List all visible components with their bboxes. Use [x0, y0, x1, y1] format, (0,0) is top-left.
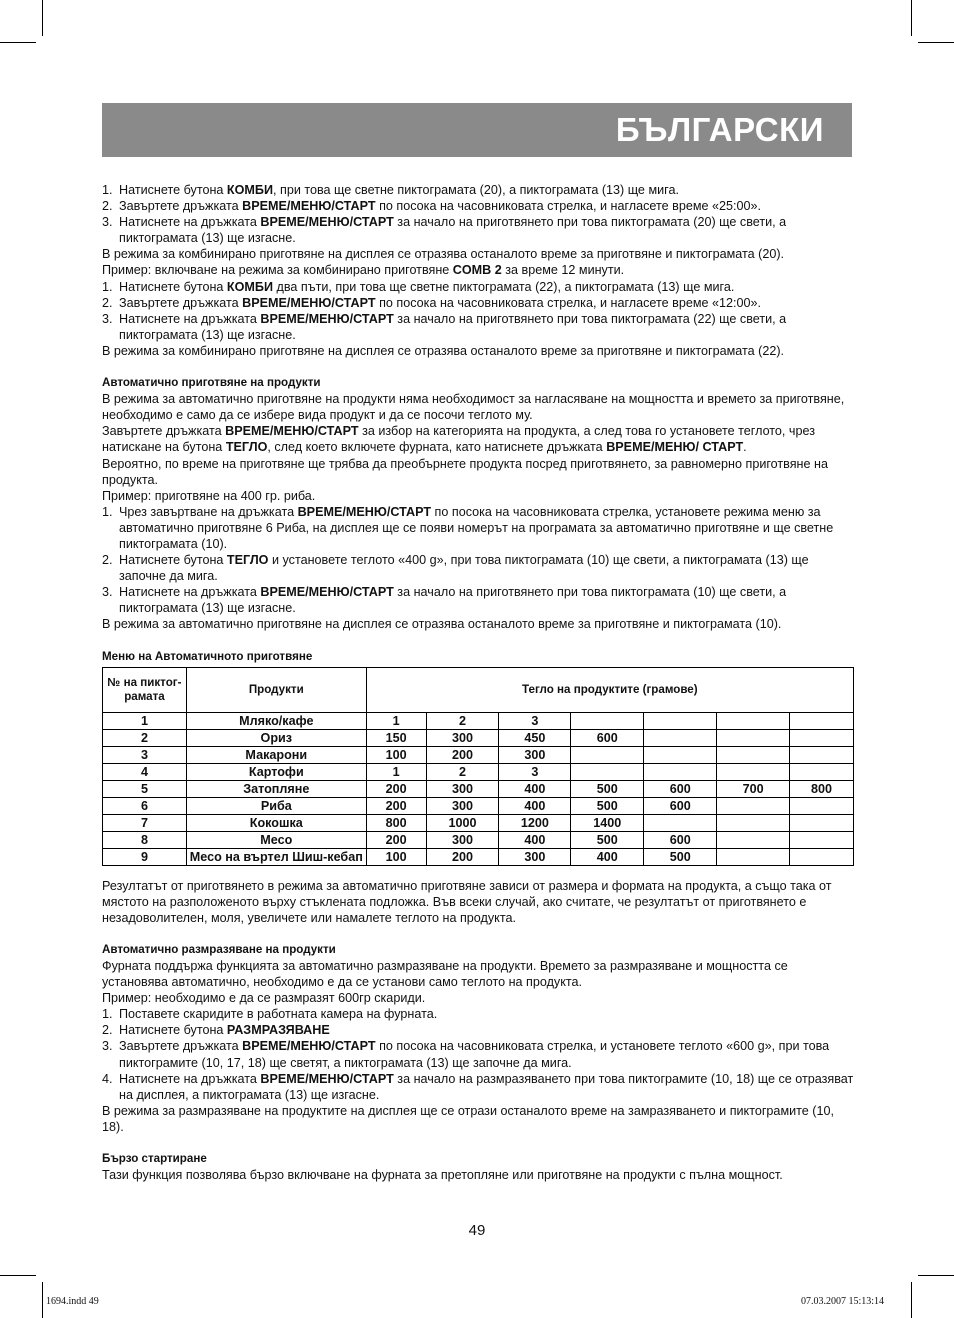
print-slug-date: 07.03.2007 15:13:14 — [800, 1296, 884, 1307]
icon-number-cell: 6 — [103, 797, 187, 814]
weight-cell: 450 — [499, 729, 571, 746]
weight-cell: 600 — [571, 729, 644, 746]
crop-mark — [911, 1282, 912, 1318]
print-slug-file: 1694.indd 49 — [46, 1296, 99, 1307]
section-heading: Автоматично приготвяне на продукти — [102, 376, 321, 390]
weight-cell — [571, 763, 644, 780]
weight-cell: 500 — [644, 848, 717, 865]
weight-cell: 1400 — [571, 814, 644, 831]
paragraph: Тази функция позволява бързо включване на фурната за претопляне или приготвяне на продукти с пълна мощност. — [102, 1168, 783, 1183]
weight-cell: 1200 — [499, 814, 571, 831]
weight-cell: 700 — [717, 780, 790, 797]
list-item: 2. Завъртете дръжката ВРЕМЕ/МЕНЮ/СТАРТ по посока на часовниковата стрелка, и нагласете време «25:00». — [102, 199, 762, 214]
weight-cell: 600 — [644, 780, 717, 797]
table-heading: Меню на Автоматичното приготвяне — [102, 649, 313, 663]
table-row — [103, 729, 854, 746]
list-item: 1. Поставете скаридите в работната камера на фурната. — [102, 1007, 438, 1022]
page-title: БЪЛГАРСКИ — [615, 111, 824, 148]
crop-mark — [0, 1275, 36, 1276]
weight-cell — [717, 746, 790, 763]
weight-cell: 500 — [571, 831, 644, 848]
weight-cell: 600 — [644, 797, 717, 814]
list-item: 4. Натиснете на дръжката ВРЕМЕ/МЕНЮ/СТАРТ за начало на размразяването при това пиктограмите (10, 18) ще се отразяват на дисплея, а пиктограмата (13) ще изгасне. — [102, 1071, 854, 1102]
icon-number-cell: 5 — [103, 780, 187, 797]
weight-cell — [717, 712, 790, 729]
weight-cell: 300 — [499, 848, 571, 865]
weight-cell — [644, 814, 717, 831]
example-paragraph: Пример: включване на режима за комбинирано приготвяне COMB 2 за време 12 минути. — [102, 263, 625, 278]
list-item: 3. Натиснете на дръжката ВРЕМЕ/МЕНЮ/СТАРТ за начало на приготвянето при това пиктограмата (22) ще свети, а пиктограмата (13) ще изгасне. — [102, 311, 787, 342]
column-header: Тегло на продуктите (грамове) — [366, 667, 853, 712]
table-body — [103, 712, 854, 865]
table-row — [103, 814, 854, 831]
combi2-steps-list — [102, 279, 854, 343]
weight-cell: 200 — [366, 797, 426, 814]
product-cell: Мляко/кафе — [186, 712, 366, 729]
weight-cell: 400 — [499, 780, 571, 797]
list-item: 1. Натиснете бутона КОМБИ два пъти, при това ще светне пиктограмата (22), а пиктограмата (13) ще мига. — [102, 279, 735, 294]
crop-mark — [918, 42, 954, 43]
weight-cell: 300 — [426, 780, 499, 797]
column-header: № на пиктограмата — [103, 667, 187, 712]
weight-cell — [717, 831, 790, 848]
list-item: 3. Натиснете на дръжката ВРЕМЕ/МЕНЮ/СТАРТ за начало на приготвянето при това пиктограмата (10) ще свети, а пиктограмата (13) ще изгасне. — [102, 585, 787, 616]
weight-cell: 800 — [366, 814, 426, 831]
language-banner — [102, 103, 852, 157]
weight-cell: 100 — [366, 746, 426, 763]
weight-cell: 400 — [571, 848, 644, 865]
list-item: 2. Натиснете бутона РАЗМРАЗЯВАНЕ — [102, 1023, 330, 1038]
weight-cell: 1000 — [426, 814, 499, 831]
list-item: 3. Натиснете на дръжката ВРЕМЕ/МЕНЮ/СТАРТ за начало на приготвянето при това пиктограмата (20) ще свети, а пиктограмата (13) ще изгасне. — [102, 215, 787, 246]
weight-cell — [717, 848, 790, 865]
paragraph: В режима за комбинирано приготвяне на дисплея се отразява останалото време за приготвяне и пиктограмата (20). — [102, 247, 785, 262]
weight-cell: 500 — [571, 797, 644, 814]
product-cell: Месо на въртел Шиш-кебап — [186, 848, 366, 865]
weight-cell — [717, 797, 790, 814]
crop-mark — [918, 1275, 954, 1276]
product-cell: Риба — [186, 797, 366, 814]
section-heading: Бързо стартиране — [102, 1152, 207, 1166]
weight-cell: 2 — [426, 763, 499, 780]
list-item: 3. Завъртете дръжката ВРЕМЕ/МЕНЮ/СТАРТ по посока на часовниковата стрелка, и установете теглото «600 g», при това пиктограмите (10, 17, 18) ще светят, а пиктограмата (13) ще започне да мига. — [102, 1039, 830, 1070]
icon-number-cell: 8 — [103, 831, 187, 848]
weight-cell — [644, 729, 717, 746]
paragraph: В режима за комбинирано приготвяне на дисплея се отразява останалото време за приготвяне и пиктограмата (22). — [102, 343, 785, 358]
weight-cell: 400 — [499, 797, 571, 814]
product-cell: Ориз — [186, 729, 366, 746]
paragraph: Пример: необходимо е да се размразят 600гр скариди. — [102, 991, 426, 1006]
table-row — [103, 780, 854, 797]
weight-cell: 150 — [366, 729, 426, 746]
weight-cell — [644, 763, 717, 780]
weight-cell — [790, 797, 854, 814]
table-row — [103, 831, 854, 848]
weight-cell: 200 — [426, 848, 499, 865]
paragraph: Фурната поддържа функцията за автоматично размразяване на продукти. Времето за размразяване и мощността се установява автоматично, необходимо е да се установи само теглото на продукта. — [102, 959, 788, 990]
weight-cell: 300 — [499, 746, 571, 763]
list-item: 2. Завъртете дръжката ВРЕМЕ/МЕНЮ/СТАРТ по посока на часовниковата стрелка, и нагласете време «12:00». — [102, 295, 762, 310]
weight-cell: 200 — [426, 746, 499, 763]
auto-cook-table — [102, 667, 854, 866]
list-item: 1. Натиснете бутона КОМБИ, при това ще светне пиктограмата (20), а пиктограмата (13) ще мига. — [102, 183, 679, 197]
weight-cell — [717, 763, 790, 780]
crop-mark — [42, 0, 43, 36]
table-row — [103, 763, 854, 780]
list-item: 1. Чрез завъртване на дръжката ВРЕМЕ/МЕНЮ/СТАРТ по посока на часовниковата стрелка, установете режима меню за автоматично приготвяне 6 Риба, на дисплея ще се появи номерът на програмата за автоматично приготвяне и ще светне пиктограмата (10). — [102, 504, 834, 551]
weight-cell: 1 — [366, 763, 426, 780]
paragraph: Вероятно, по време на приготвяне ще трябва да преобърнете продукта посред приготвянето, за равномерно приготвяне на продукта. — [102, 456, 828, 487]
weight-cell: 600 — [644, 831, 717, 848]
weight-cell — [717, 729, 790, 746]
paragraph: Завъртете дръжката ВРЕМЕ/МЕНЮ/СТАРТ за избор на категорията на продукта, а след това го установете теглото, чрез натискане на бутона ТЕГЛО, след което включете фурната, като натиснете дръжката ВРЕМЕ/МЕНЮ/ СТАРТ. — [102, 424, 815, 455]
weight-cell — [571, 746, 644, 763]
weight-cell: 400 — [499, 831, 571, 848]
defrost-steps-list — [102, 1006, 854, 1103]
icon-number-cell: 1 — [103, 712, 187, 729]
weight-cell: 3 — [499, 763, 571, 780]
table-row — [103, 746, 854, 763]
paragraph: Пример: приготвяне на 400 гр. риба. — [102, 488, 316, 503]
page-number: 49 — [468, 1222, 486, 1239]
weight-cell: 300 — [426, 729, 499, 746]
paragraph: В режима за автоматично приготвяне на продукти няма необходимост за нагласяване на мощността и времето за приготвяне, необходимо е само да се избере вида продукт и да се посочи теглото му. — [102, 392, 845, 423]
product-cell: Затопляне — [186, 780, 366, 797]
auto-cook-steps-list — [102, 504, 854, 617]
crop-mark — [911, 0, 912, 36]
weight-cell — [644, 712, 717, 729]
weight-cell — [717, 814, 790, 831]
weight-cell: 2 — [426, 712, 499, 729]
weight-cell: 200 — [366, 780, 426, 797]
crop-mark — [42, 1282, 43, 1318]
weight-cell — [790, 848, 854, 865]
weight-cell: 800 — [790, 780, 854, 797]
document-body — [102, 182, 854, 1183]
weight-cell: 300 — [426, 831, 499, 848]
section-heading: Автоматично размразяване на продукти — [102, 942, 336, 956]
icon-number-cell: 4 — [103, 763, 187, 780]
list-item: 2. Натиснете бутона ТЕГЛО и установете теглото «400 g», при това пиктограмата (10) ще свети, а пиктограмата (13) ще започне да мига. — [102, 553, 809, 584]
paragraph: В режима за размразяване на продуктите на дисплея ще се отрази останалото време на замразяването и пиктограмите (10, 18). — [102, 1103, 834, 1134]
weight-cell — [790, 746, 854, 763]
paragraph: Резултатът от приготвянето в режима за автоматично приготвяне зависи от размера и формата на продукта, а също така от мястото на разположеното върху стъклената подложка. Във всеки случай, ако считате, че резултатът от приготвянето е незадоволителен, моля, увеличете или намалете теглото на продукта. — [102, 878, 832, 925]
icon-number-cell: 3 — [103, 746, 187, 763]
icon-number-cell: 7 — [103, 814, 187, 831]
combi-steps-list — [102, 182, 854, 246]
weight-cell — [790, 712, 854, 729]
weight-cell — [571, 712, 644, 729]
weight-cell — [790, 729, 854, 746]
icon-number-cell: 9 — [103, 848, 187, 865]
weight-cell: 500 — [571, 780, 644, 797]
column-header: Продукти — [186, 667, 366, 712]
product-cell: Картофи — [186, 763, 366, 780]
weight-cell: 3 — [499, 712, 571, 729]
table-row — [103, 797, 854, 814]
icon-number-cell: 2 — [103, 729, 187, 746]
crop-mark — [0, 42, 36, 43]
product-cell: Макарони — [186, 746, 366, 763]
weight-cell — [644, 746, 717, 763]
paragraph: В режима за автоматично приготвяне на дисплея се отразява останалото време за приготвяне и пиктограмата (10). — [102, 617, 782, 632]
product-cell: Месо — [186, 831, 366, 848]
table-row — [103, 712, 854, 729]
weight-cell: 1 — [366, 712, 426, 729]
table-row — [103, 848, 854, 865]
weight-cell: 100 — [366, 848, 426, 865]
weight-cell — [790, 763, 854, 780]
weight-cell — [790, 831, 854, 848]
weight-cell: 300 — [426, 797, 499, 814]
weight-cell: 200 — [366, 831, 426, 848]
weight-cell — [790, 814, 854, 831]
product-cell: Кокошка — [186, 814, 366, 831]
